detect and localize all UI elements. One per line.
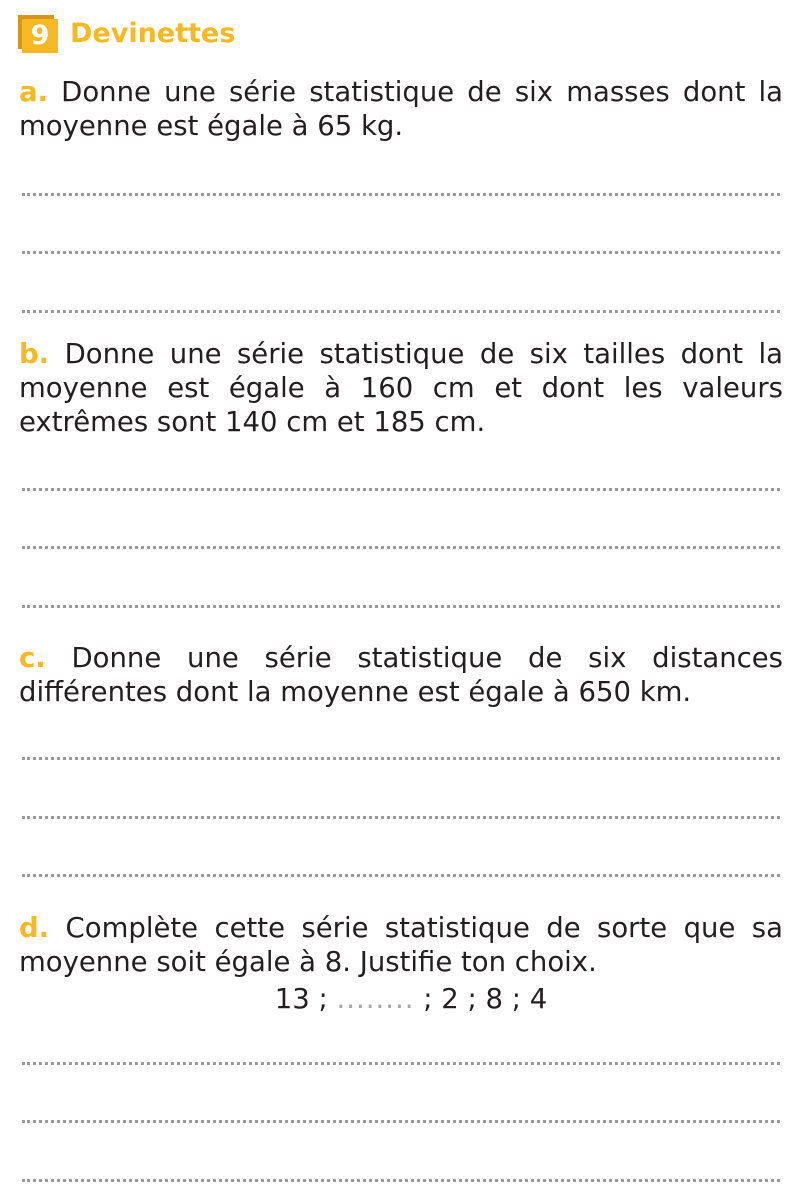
answer-line-c-2[interactable]: [22, 816, 780, 819]
question-a-letter: a.: [19, 76, 49, 108]
question-b: [19, 337, 783, 439]
series-rest-values: ; 2 ; 8 ; 4: [414, 983, 548, 1015]
answer-line-c-3[interactable]: [22, 874, 780, 877]
question-c: [19, 641, 783, 709]
answer-line-a-3[interactable]: [22, 310, 780, 313]
question-d-text: Complète cette série statistique de sorte que sa moyenne soit égale à 8. Justifie ton choix.: [19, 912, 783, 978]
statistical-series: [0, 982, 803, 1016]
exercise-number: 9: [22, 19, 58, 53]
series-first-values: 13 ;: [274, 983, 337, 1015]
question-d-letter: d.: [19, 912, 50, 944]
question-b-letter: b.: [19, 338, 50, 370]
answer-line-d-2[interactable]: [22, 1120, 780, 1123]
answer-line-b-3[interactable]: [22, 605, 780, 608]
answer-line-d-3[interactable]: [22, 1179, 780, 1182]
exercise-header: [18, 14, 235, 54]
exercise-title: Devinettes: [70, 18, 236, 49]
answer-line-b-1[interactable]: [22, 488, 780, 491]
series-blank[interactable]: ........: [336, 983, 415, 1015]
answer-line-b-2[interactable]: [22, 546, 780, 549]
exercise-number-badge: [18, 15, 58, 53]
answer-line-a-2[interactable]: [22, 251, 780, 254]
question-b-text: Donne une série statistique de six tailles dont la moyenne est égale à 160 cm et dont les valeurs extrêmes sont 140 cm et 185 cm.: [19, 338, 783, 438]
answer-line-c-1[interactable]: [22, 757, 780, 760]
answer-line-a-1[interactable]: [22, 193, 780, 196]
question-a: [19, 75, 783, 143]
question-d: [19, 911, 783, 979]
question-c-text: Donne une série statistique de six distances différentes dont la moyenne est égale à 650 km.: [19, 642, 783, 708]
question-c-letter: c.: [19, 642, 46, 674]
question-a-text: Donne une série statistique de six masses dont la moyenne est égale à 65 kg.: [19, 76, 783, 142]
answer-line-d-1[interactable]: [22, 1062, 780, 1065]
